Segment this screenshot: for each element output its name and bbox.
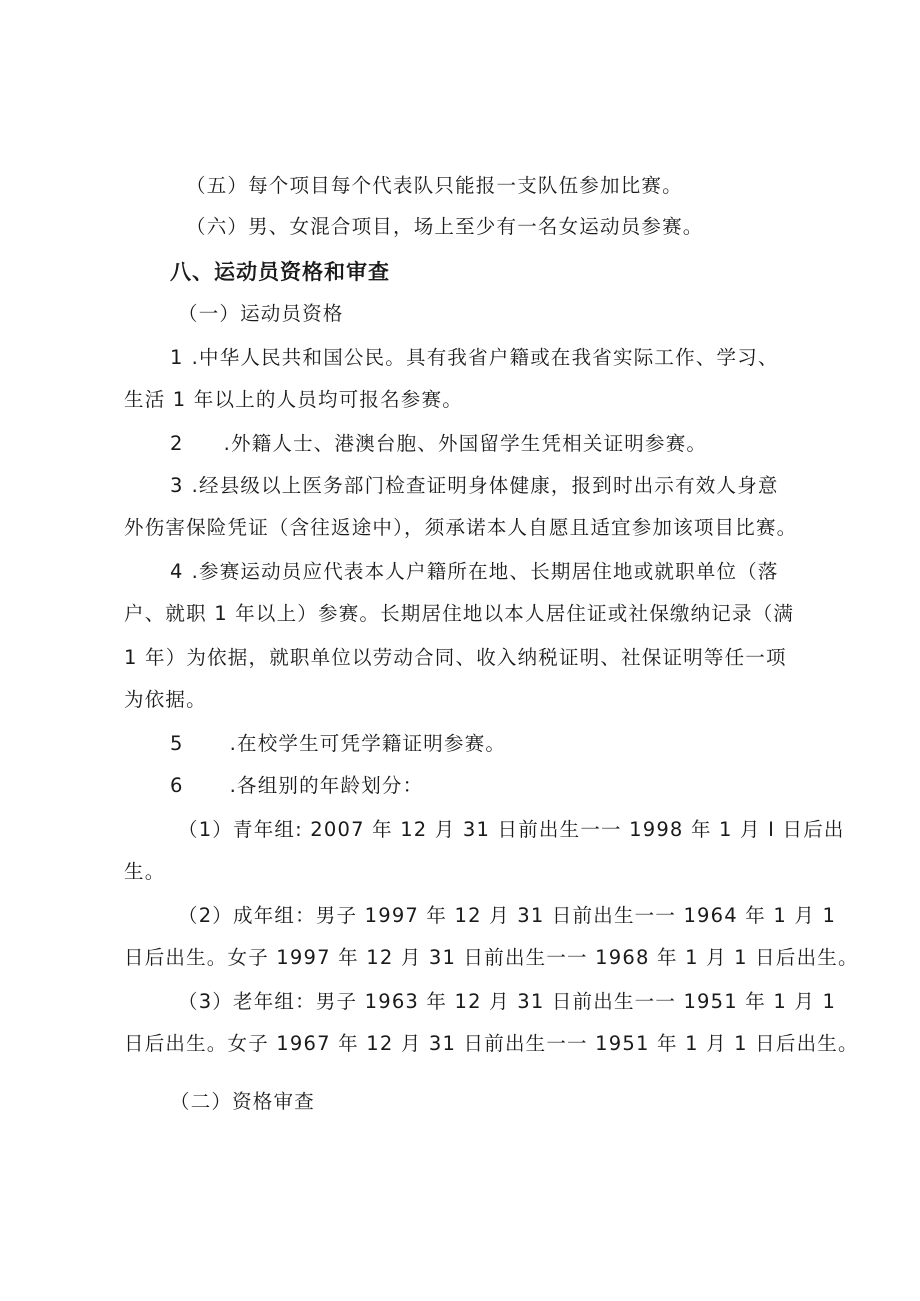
paragraph-6-number: 6	[170, 774, 184, 797]
paragraph-4-line-3: 1 年）为依据，就职单位以劳动合同、收入纳税证明、社保证明等任一项	[124, 646, 787, 669]
age-group-2-line-1: （2）成年组：男子 1997 年 12 月 31 日前出生一一 1964 年 1 月 1	[178, 904, 837, 927]
paragraph-5-text: .在校学生可凭学籍证明参赛。	[229, 732, 507, 755]
paragraph-5-line-1	[170, 730, 506, 758]
paragraph-3-text: .经县级以上医务部门检查证明身体健康，报到时出示有效人身意	[191, 474, 779, 497]
section-8-heading: 八、运动员资格和审查	[170, 260, 390, 284]
age-group-1-line-2: 生。	[124, 860, 166, 883]
subsection-1-heading: （一）运动员资格	[178, 302, 344, 325]
age-group-1-line-1: （1）青年组: 2007 年 12 月 31 日前出生一一 1998 年 1 月 I 日后出	[178, 818, 845, 841]
paragraph-3-number: 3	[170, 474, 184, 497]
paragraph-1-number: 1	[170, 346, 184, 369]
paragraph-3-line-1	[170, 472, 779, 500]
paragraph-4-line-4: 为依据。	[124, 688, 207, 711]
age-group-3-line-1: （3）老年组：男子 1963 年 12 月 31 日前出生一一 1951 年 1 月 1	[178, 990, 837, 1013]
paragraph-2-number: 2	[170, 432, 184, 455]
paragraph-1-line-2: 生活 1 年以上的人员均可报名参赛。	[124, 388, 463, 411]
paragraph-2-line-1	[170, 430, 707, 458]
paragraph-6-text: .各组别的年龄划分：	[229, 774, 424, 797]
paragraph-4-line-1	[170, 558, 779, 586]
paragraph-4-line-2: 户、就职 1 年以上）参赛。长期居住地以本人居住证或社保缴纳记录（满	[124, 602, 795, 625]
paragraph-5-number: 5	[170, 732, 184, 755]
paragraph-1-line-1	[170, 344, 779, 372]
age-group-2-line-2: 日后出生。女子 1997 年 12 月 31 日前出生一一 1968 年 1 月 1 日后出生。	[124, 946, 859, 969]
paragraph-1-text: .中华人民共和国公民。具有我省户籍或在我省实际工作、学习、	[191, 346, 779, 369]
paragraph-6-line-1	[170, 772, 423, 800]
item-6: （六）男、女混合项目，场上至少有一名女运动员参赛。	[186, 215, 704, 238]
age-group-3-line-2: 日后出生。女子 1967 年 12 月 31 日前出生一一 1951 年 1 月 1 日后出生。	[124, 1032, 859, 1055]
paragraph-4-text: .参赛运动员应代表本人户籍所在地、长期居住地或就职单位（落	[191, 560, 779, 583]
paragraph-3-line-2: 外伤害保险凭证（含往返途中），须承诺本人自愿且适宜参加该项目比赛。	[124, 516, 798, 539]
item-5: （五）每个项目每个代表队只能报一支队伍参加比赛。	[186, 174, 683, 197]
subsection-2-heading: （二）资格审查	[170, 1090, 315, 1113]
paragraph-4-number: 4	[170, 560, 184, 583]
paragraph-2-text: .外籍人士、港澳台胞、外国留学生凭相关证明参赛。	[223, 432, 708, 455]
